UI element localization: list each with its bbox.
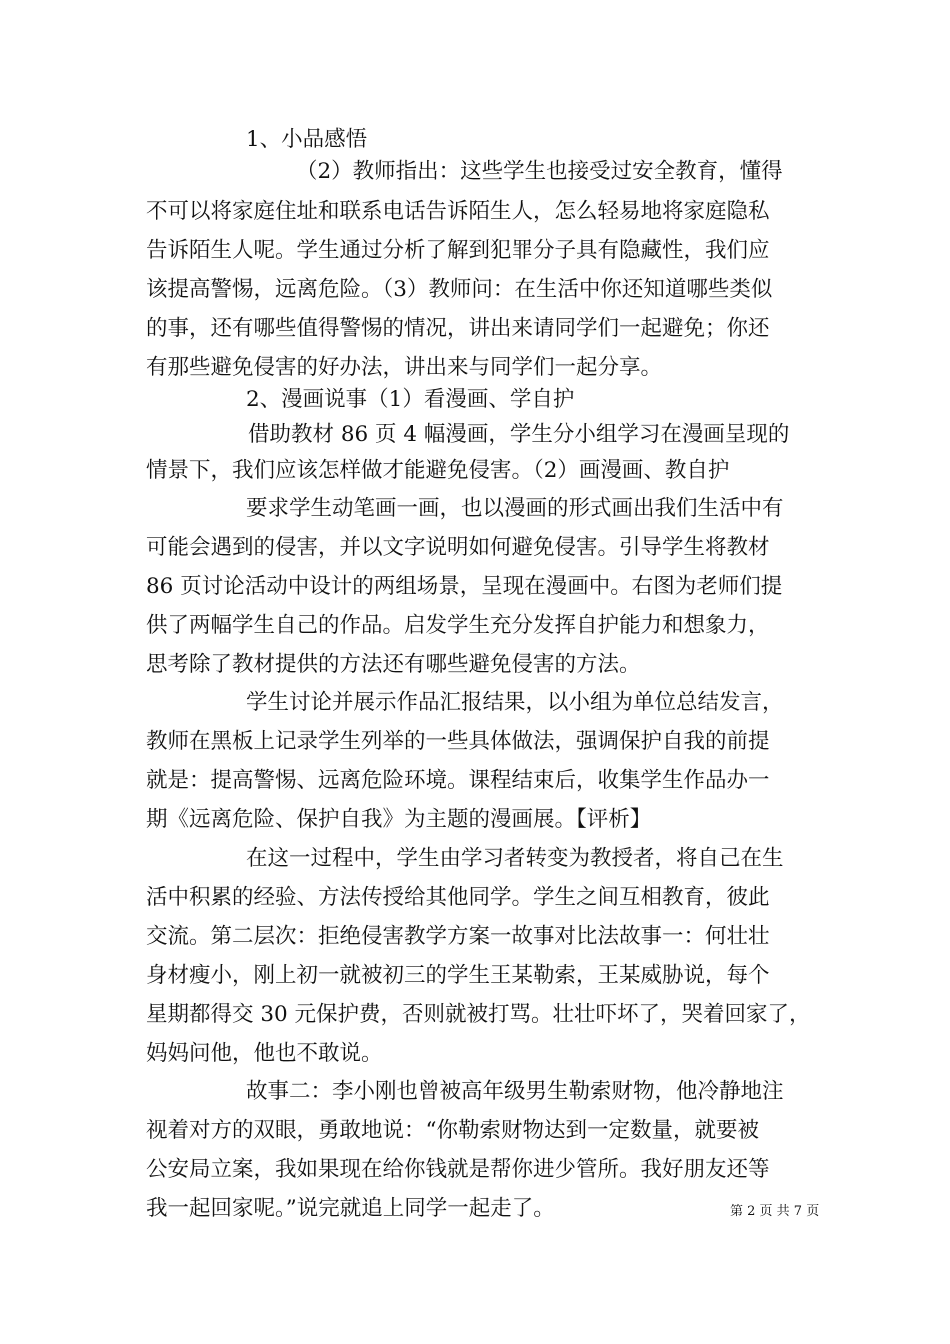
text-line: 公安局立案，我如果现在给你钱就是帮你进少管所。我好朋友还等 xyxy=(146,1157,770,1182)
text-line: 2、漫画说事（1）看漫画、学自护 xyxy=(246,387,575,412)
text-line: 告诉陌生人呢。学生通过分析了解到犯罪分子具有隐藏性，我们应 xyxy=(146,238,770,263)
text-line: 的事，还有哪些值得警惕的情况，讲出来请同学们一起避免；你还 xyxy=(146,316,770,341)
text-line: 86 页讨论活动中设计的两组场景，呈现在漫画中。右图为老师们提 xyxy=(146,574,783,599)
text-line: 交流。第二层次：拒绝侵害教学方案一故事对比法故事一：何壮壮 xyxy=(146,924,770,949)
text-line: 视着对方的双眼，勇敢地说：“你勒索财物达到一定数量，就要被 xyxy=(146,1118,759,1143)
text-line: 供了两幅学生自己的作品。启发学生充分发挥自护能力和想象力， xyxy=(146,613,770,638)
text-line: 学生讨论并展示作品汇报结果，以小组为单位总结发言， xyxy=(246,690,784,715)
text-line: 故事二：李小刚也曾被高年级男生勒索财物，他冷静地注 xyxy=(246,1079,784,1104)
text-line: 思考除了教材提供的方法还有哪些避免侵害的方法。 xyxy=(146,652,641,677)
text-line: 不可以将家庭住址和联系电话告诉陌生人，怎么轻易地将家庭隐私 xyxy=(146,199,770,224)
text-line: 可能会遇到的侵害，并以文字说明如何避免侵害。引导学生将教材 xyxy=(146,535,770,560)
text-line: 就是：提高警惕、远离危险环境。课程结束后，收集学生作品办一 xyxy=(146,768,770,793)
text-line: 期《远离危险、保护自我》为主题的漫画展。【评析】 xyxy=(146,807,652,832)
text-line: 要求学生动笔画一画，也以漫画的形式画出我们生活中有 xyxy=(246,496,784,521)
text-line: 妈妈问他，他也不敢说。 xyxy=(146,1041,383,1066)
text-line: 有那些避免侵害的好办法，讲出来与同学们一起分享。 xyxy=(146,355,663,380)
text-line: （2）教师指出：这些学生也接受过安全教育，懂得 xyxy=(296,159,783,184)
text-line: 星期都得交 30 元保护费，否则就被打骂。壮壮吓坏了，哭着回家了， xyxy=(146,1002,811,1027)
text-line: 借助教材 86 页 4 幅漫画，学生分小组学习在漫画呈现的 xyxy=(248,422,790,447)
page-number-footer: 第 2 页 共 7 页 xyxy=(730,1204,820,1219)
text-line: 该提高警惕，远离危险。（3）教师问：在生活中你还知道哪些类似 xyxy=(146,277,773,302)
text-line: 在这一过程中，学生由学习者转变为教授者，将自己在生 xyxy=(246,846,784,871)
text-line: 活中积累的经验、方法传授给其他同学。学生之间互相教育，彼此 xyxy=(146,885,770,910)
text-line: 我一起回家呢。”说完就追上同学一起走了。 xyxy=(146,1196,555,1221)
text-line: 1、小品感悟 xyxy=(246,127,368,152)
text-line: 情景下，我们应该怎样做才能避免侵害。（2）画漫画、教自护 xyxy=(146,458,730,483)
text-line: 教师在黑板上记录学生列举的一些具体做法，强调保护自我的前提 xyxy=(146,729,770,754)
text-line: 身材瘦小，刚上初一就被初三的学生王某勒索，王某威胁说，每个 xyxy=(146,963,770,988)
